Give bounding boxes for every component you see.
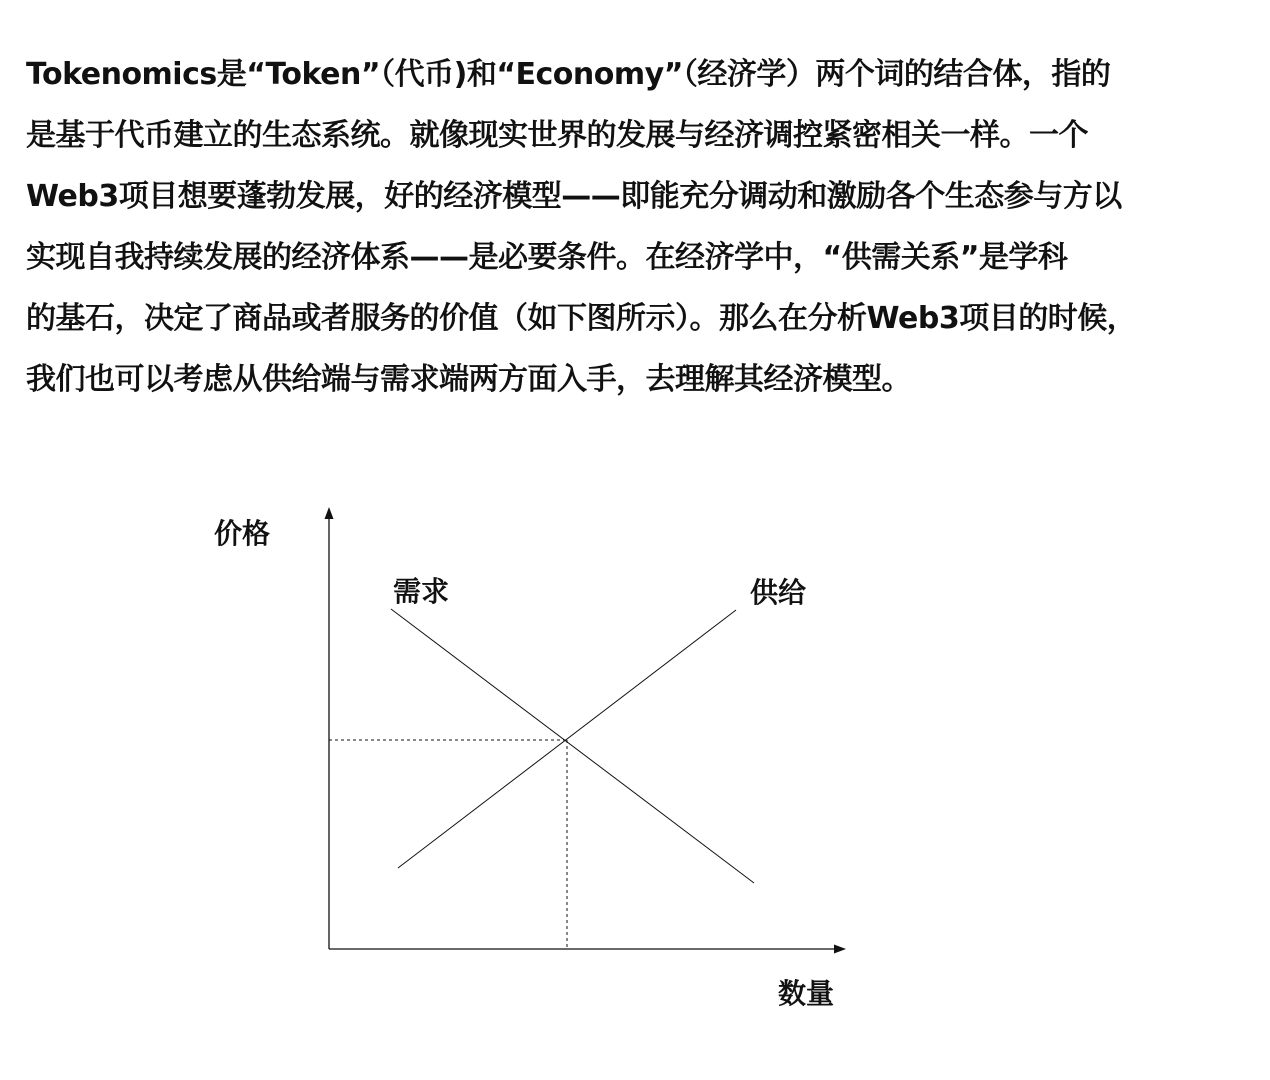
x-axis-arrow [834,945,846,954]
y-axis-label: 价格 [214,517,271,550]
paragraph-line-6: 我们也可以考虑从供给端与需求端两方面入手，去理解其经济模型。 [26,362,911,397]
y-axis-arrow [325,507,334,519]
paragraph-line-3: Web3项目想要蓬勃发展，好的经济模型——即能充分调动和激励各个生态参与方以 [26,179,1122,214]
x-axis-label: 数量 [778,977,835,1010]
demand-label: 需求 [393,575,450,608]
paragraph-line-4: 实现自我持续发展的经济体系——是必要条件。在经济学中，“供需关系”是学科 [26,240,1068,275]
paragraph-line-1: Tokenomics是“Token”（代币)和“Economy”（经济学）两个词的结合体，指的 [26,57,1111,92]
supply-curve [398,610,736,868]
supply-label: 供给 [750,576,807,609]
paragraph-line-2: 是基于代币建立的生态系统。就像现实世界的发展与经济调控紧密相关一样。一个 [26,118,1088,153]
paragraph-line-5: 的基石，决定了商品或者服务的价值（如下图所示）。那么在分析Web3项目的时候， [26,301,1137,336]
demand-curve [391,609,754,883]
